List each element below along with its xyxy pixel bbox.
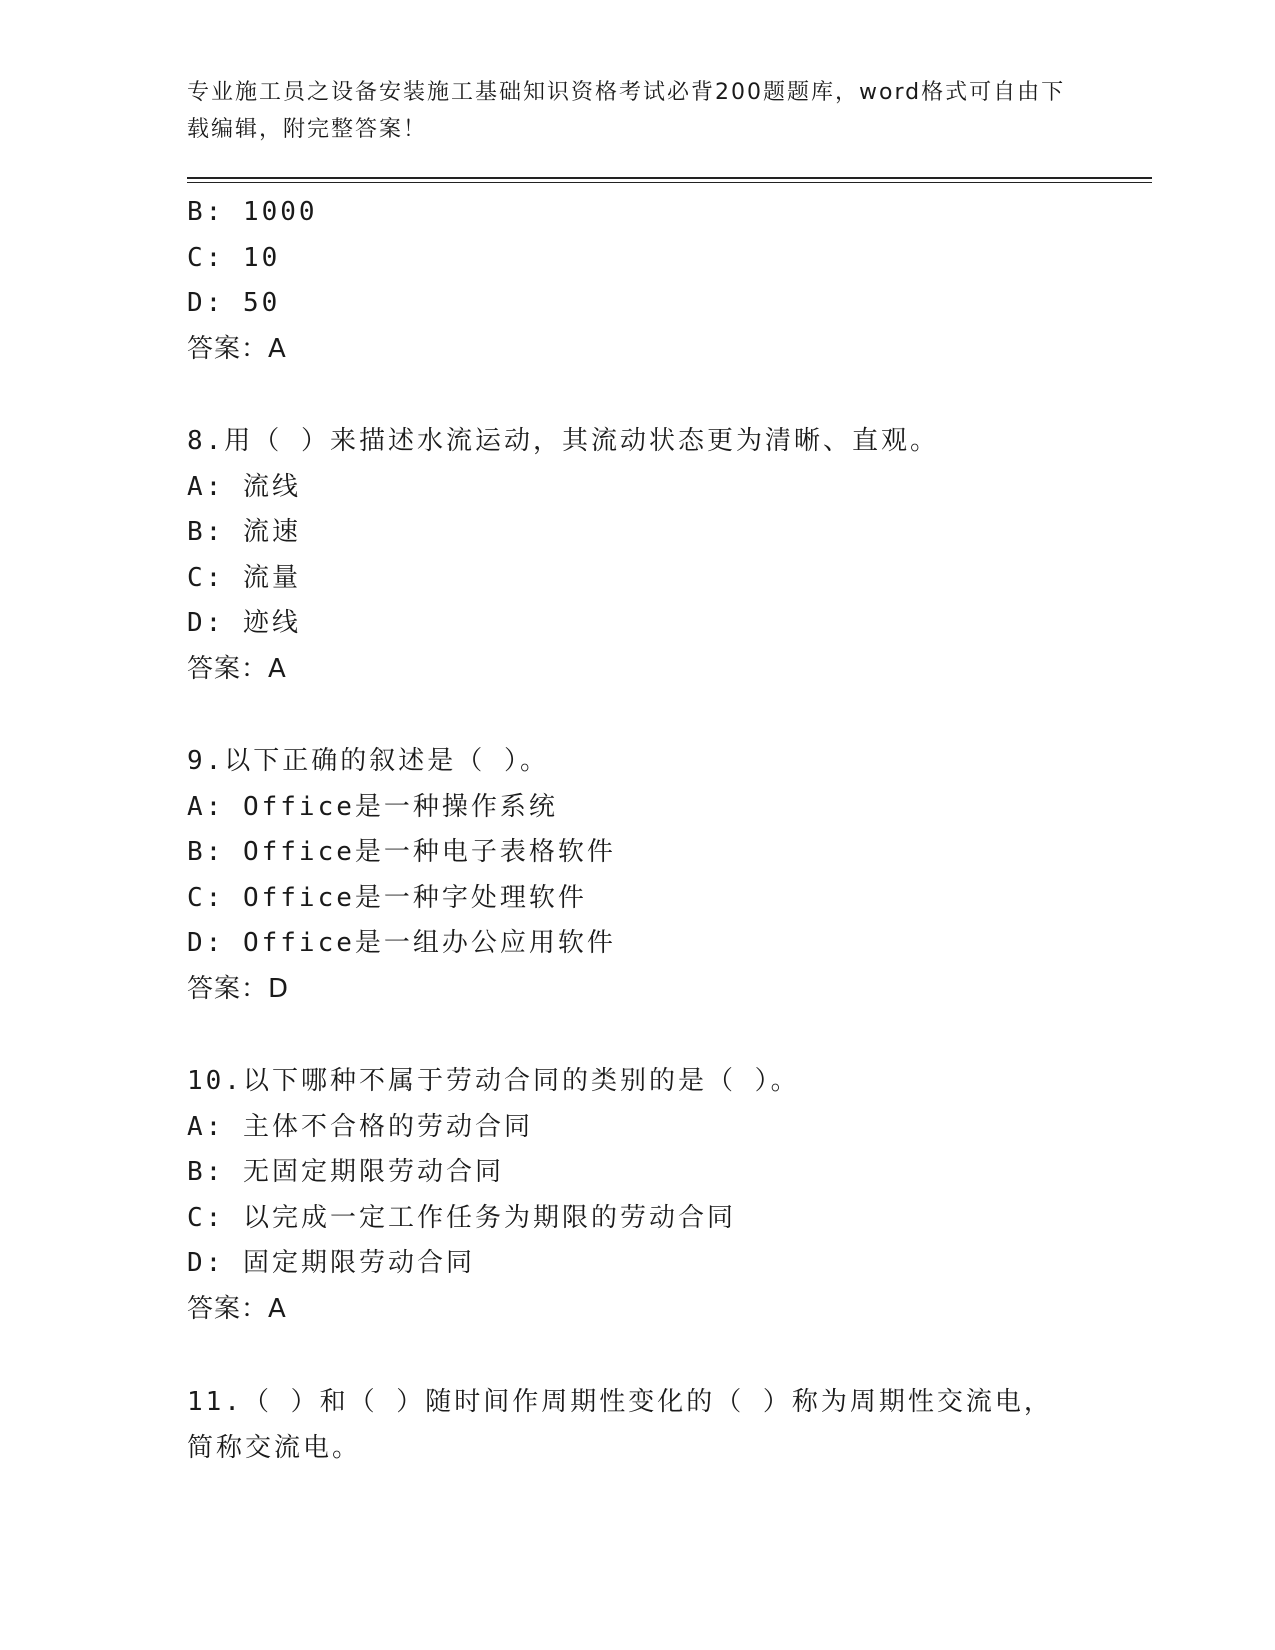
question-stem: 9.以下正确的叙述是（ ）。 bbox=[187, 746, 549, 776]
option-c: C: 以完成一定工作任务为期限的劳动合同 bbox=[187, 1202, 736, 1233]
option-c: C: Office是一种字处理软件 bbox=[187, 882, 587, 913]
answer-line: 答案：A bbox=[187, 1293, 287, 1324]
option-c: C: 流量 bbox=[187, 562, 301, 593]
option-d: D: 50 bbox=[187, 288, 281, 318]
option-c: C: 10 bbox=[187, 242, 281, 273]
question-9 bbox=[187, 739, 1087, 1012]
document-header: 专业施工员之设备安装施工基础知识资格考试必背200题题库，word格式可自由下载编辑，附完整答案！ bbox=[187, 80, 1066, 142]
option-d: D: 固定期限劳动合同 bbox=[187, 1248, 475, 1278]
option-b: B: 流速 bbox=[187, 517, 301, 547]
answer-line: 答案：A bbox=[187, 653, 287, 684]
header-divider bbox=[187, 177, 1152, 179]
answer-line: 答案：D bbox=[187, 973, 290, 1004]
header-divider-thin bbox=[187, 182, 1152, 183]
question-11 bbox=[187, 1379, 1087, 1471]
question-stem: 11.（ ）和（ ）随时间作周期性变化的（ ）称为周期性交流电，简称交流电。 bbox=[187, 1387, 1053, 1463]
option-d: D: 迹线 bbox=[187, 608, 301, 638]
spacer bbox=[187, 372, 1087, 419]
option-a: A: Office是一种操作系统 bbox=[187, 791, 558, 822]
option-a: A: 流线 bbox=[187, 471, 301, 502]
spacer bbox=[187, 1332, 1087, 1379]
answer-line: 答案：A bbox=[187, 333, 287, 364]
question-list bbox=[187, 190, 1087, 1471]
question-8 bbox=[187, 419, 1087, 692]
spacer bbox=[187, 1012, 1087, 1059]
option-d: D: Office是一组办公应用软件 bbox=[187, 928, 616, 958]
question-10 bbox=[187, 1059, 1087, 1332]
spacer bbox=[187, 692, 1087, 739]
option-b: B: 1000 bbox=[187, 197, 318, 227]
question-stem: 8.用（ ）来描述水流运动，其流动状态更为清晰、直观。 bbox=[187, 426, 939, 456]
question-stem: 10.以下哪种不属于劳动合同的类别的是（ ）。 bbox=[187, 1066, 800, 1096]
option-a: A: 主体不合格的劳动合同 bbox=[187, 1111, 533, 1142]
option-b: B: 无固定期限劳动合同 bbox=[187, 1157, 504, 1187]
option-b: B: Office是一种电子表格软件 bbox=[187, 837, 616, 867]
question-7-continued bbox=[187, 190, 1087, 372]
